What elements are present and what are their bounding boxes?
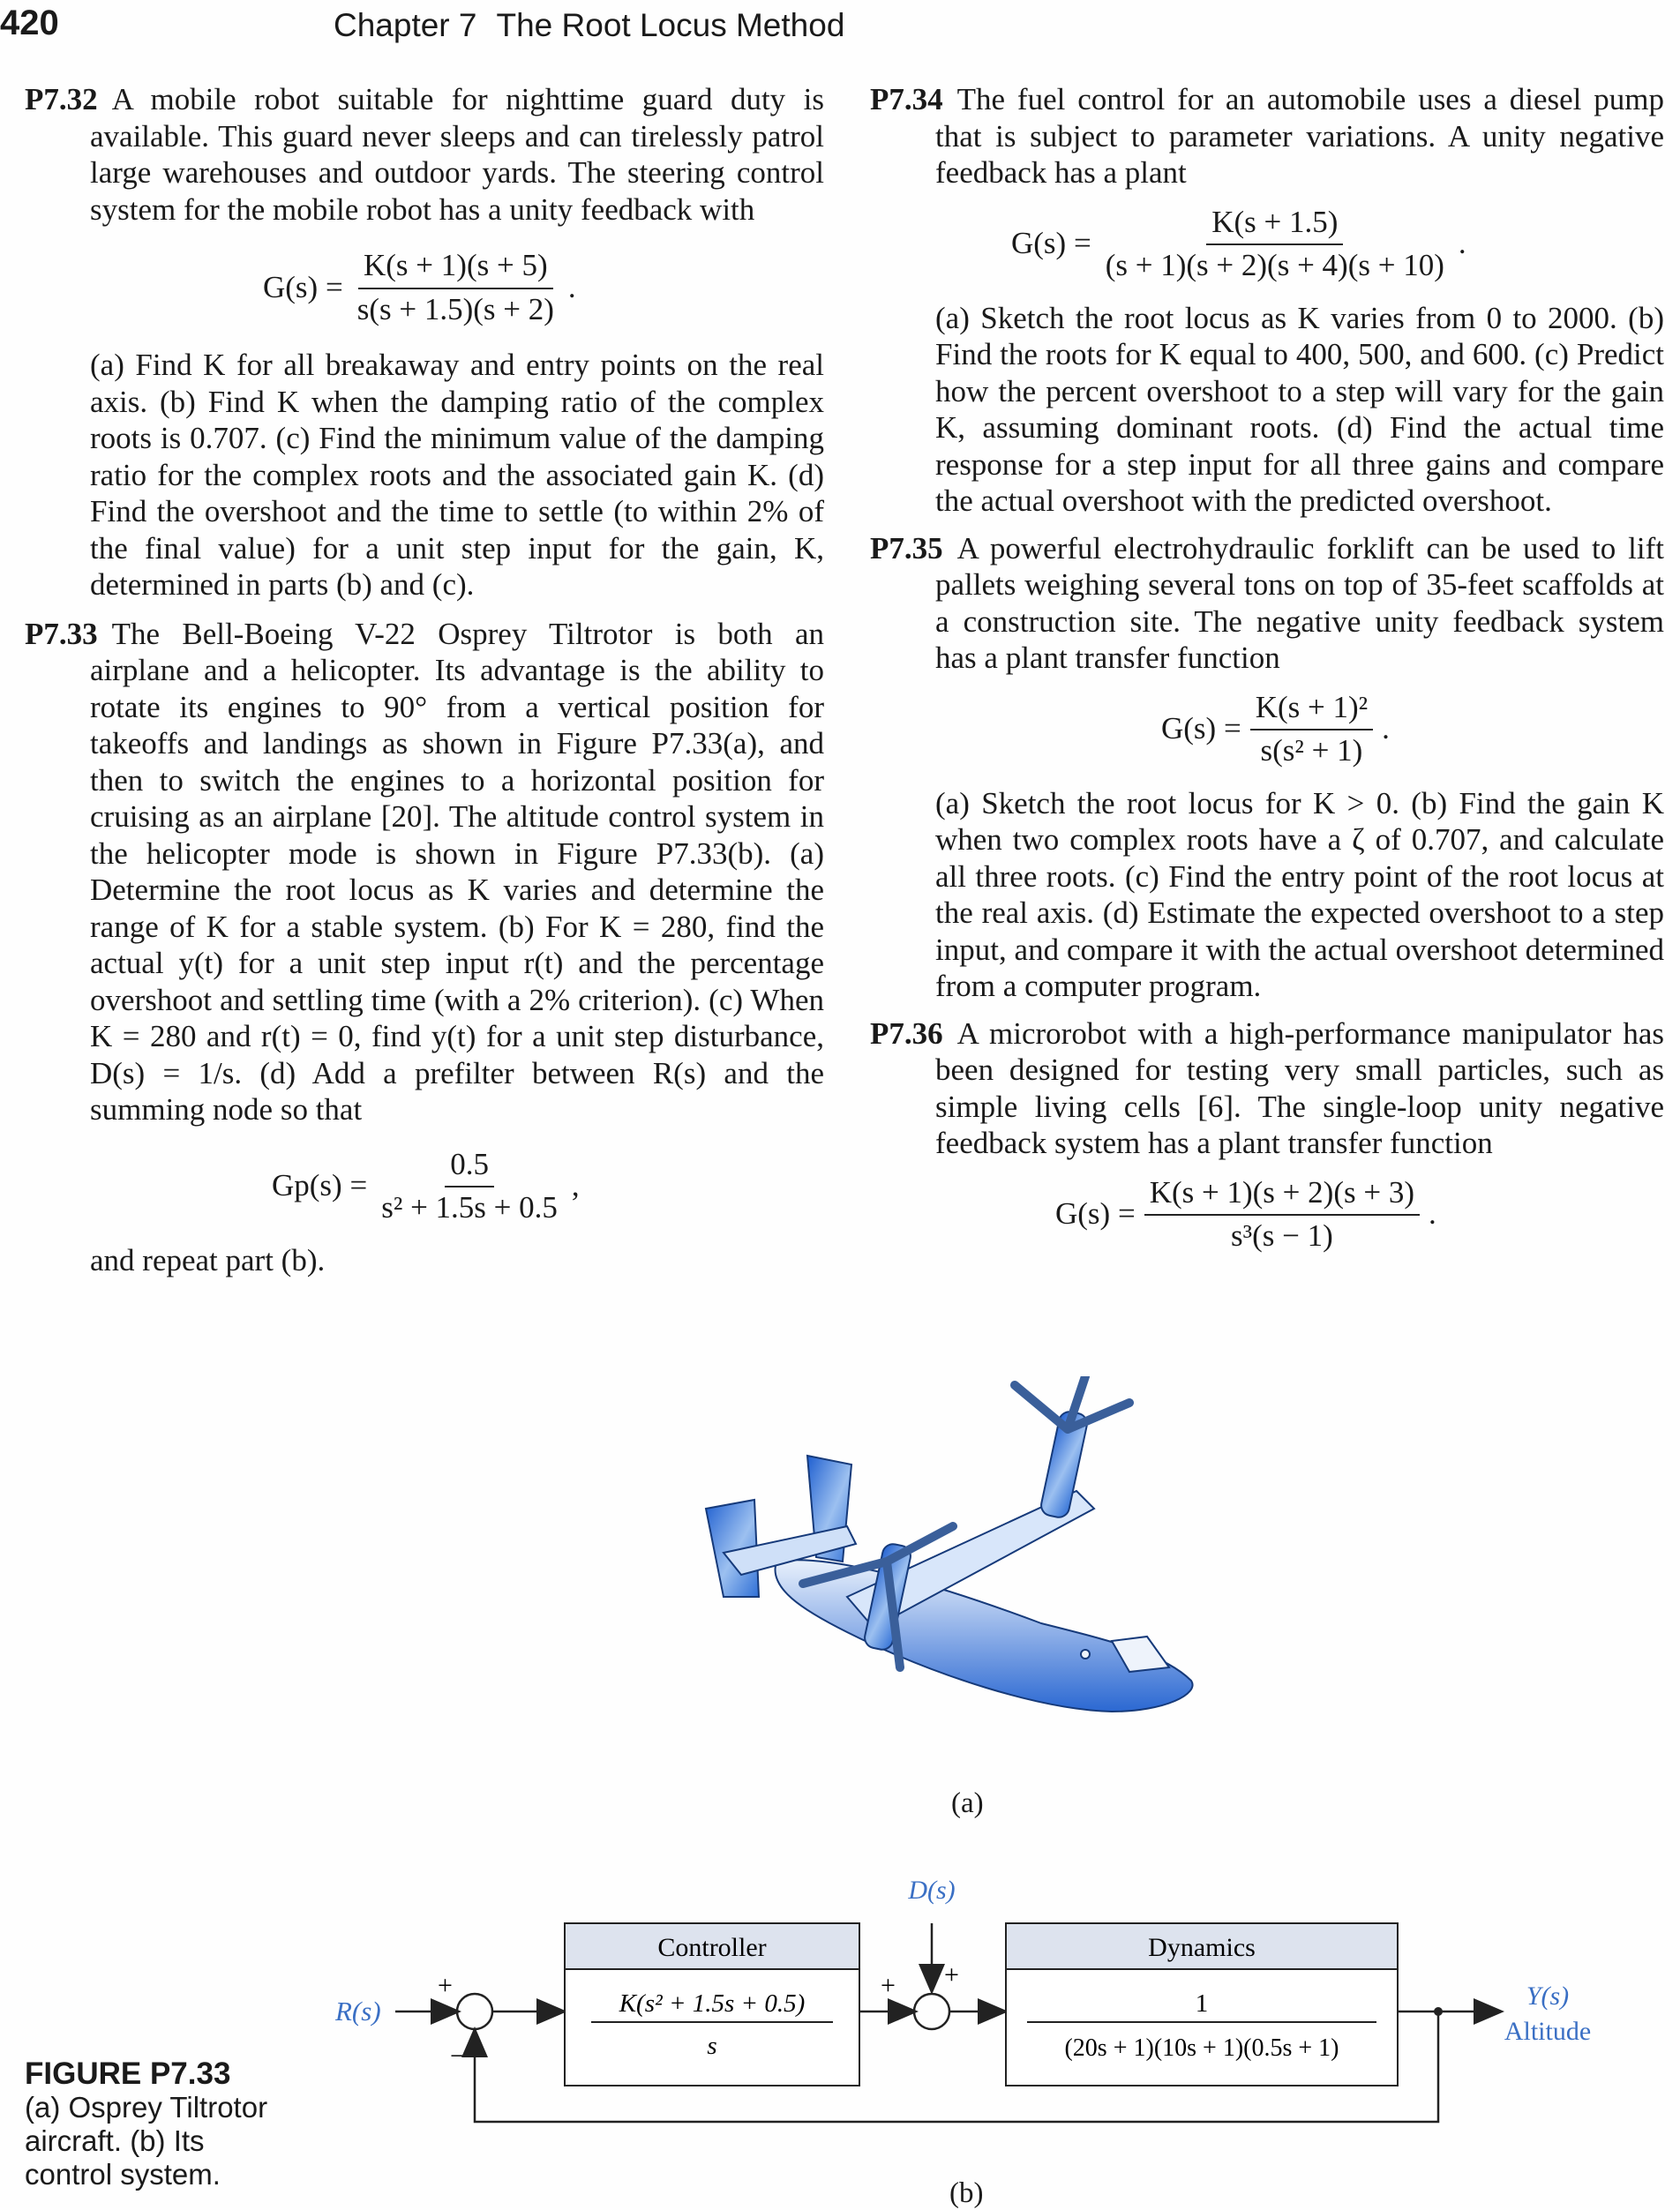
problem-label: P7.36 bbox=[870, 1015, 943, 1051]
eq-denominator: s² + 1.5s + 0.5 bbox=[381, 1190, 558, 1225]
problem-intro: A mobile robot suitable for nighttime guard duty is available. This guard never sleeps and can tirelessly patrol large warehouses and outdoor yards. The steering control system for the mobile robot has a unity feedback with bbox=[90, 82, 824, 227]
sum1-plus-sign: + bbox=[438, 1971, 453, 2000]
problem-intro: A microrobot with a high-performance manipulator has been designed for testing very small particles, such as simple living cells [6]. The single-loop unity negative feedback system has a plant transfer function bbox=[935, 1015, 1664, 1160]
problem-label: P7.32 bbox=[25, 82, 98, 116]
problem-intro: The fuel control for an automobile uses a diesel pump that is subject to parameter variations. A unity negative feedback has a plant bbox=[935, 82, 1664, 190]
control-block-diagram bbox=[300, 1870, 1606, 2153]
eq-numerator: 0.5 bbox=[445, 1146, 494, 1188]
equation-p7-35 bbox=[1161, 689, 1664, 769]
equation-p7-33 bbox=[272, 1146, 824, 1226]
problem-label: P7.35 bbox=[870, 530, 943, 566]
rotor-blades-right bbox=[1015, 1376, 1129, 1429]
fuselage-shape bbox=[775, 1560, 1192, 1712]
controller-denominator: s bbox=[707, 2032, 717, 2060]
dynamics-numerator: 1 bbox=[1195, 1989, 1209, 2018]
eq-lhs: G(s) = bbox=[1161, 711, 1241, 746]
dynamics-title: Dynamics bbox=[1148, 1933, 1256, 1962]
equation-p7-34 bbox=[1011, 204, 1664, 284]
output-label: Y(s) bbox=[1526, 1982, 1570, 2011]
figure-caption bbox=[25, 2057, 281, 2191]
eq-lhs: Gp(s) = bbox=[272, 1168, 368, 1203]
chapter-title: The Root Locus Method bbox=[496, 7, 845, 43]
equation-p7-36 bbox=[1055, 1174, 1664, 1255]
chapter-label: Chapter 7 bbox=[334, 7, 477, 43]
controller-title: Controller bbox=[657, 1933, 767, 1962]
eq-lhs: G(s) = bbox=[263, 269, 343, 304]
figure-label-b: (b) bbox=[949, 2177, 984, 2209]
controller-numerator: K(s² + 1.5s + 0.5) bbox=[619, 1989, 806, 2018]
figure-label-a: (a) bbox=[951, 1787, 984, 1819]
running-header bbox=[334, 7, 844, 44]
problem-label: P7.33 bbox=[25, 616, 98, 651]
left-column bbox=[25, 81, 824, 1278]
figure-caption-text: (a) Osprey Tiltrotor aircraft. (b) Its control system. bbox=[25, 2091, 268, 2191]
eq-denominator: (s + 1)(s + 2)(s + 4)(s + 10) bbox=[1105, 248, 1444, 282]
eq-end: , bbox=[571, 1168, 580, 1203]
problem-p7-32-parts: (a) Find K for all breakaway and entry points on the real axis. (b) Find K when the damping ratio of the complex roots is 0.707. (c) Find the minimum value of the damping ratio for the complex roots and the associated gain K. (d) Find the overshoot and the time to settle (to within 2% of the final value) for a unit step input for the gain, K, determined in parts (b) and (c). bbox=[90, 348, 824, 602]
sum1-minus-sign: − bbox=[450, 2041, 465, 2071]
right-column bbox=[870, 81, 1664, 1255]
problem-p7-35-parts: (a) Sketch the root locus for K > 0. (b) Find the gain K when two complex roots have a ζ of 0.707, and calculate all three roots. (c) Find the entry point of the root locus at the real axis. (d) Estimate the expected overshoot to a step input, and compare it with the actual overshoot determined from a computer program. bbox=[935, 785, 1664, 1003]
eq-denominator: s(s² + 1) bbox=[1260, 733, 1363, 768]
problem-label: P7.34 bbox=[870, 82, 943, 116]
eq-end: . bbox=[1382, 711, 1390, 746]
eq-end: . bbox=[567, 269, 576, 304]
sum2-plus-sign-top: + bbox=[944, 1960, 959, 1989]
osprey-aircraft-illustration bbox=[671, 1376, 1218, 1747]
problem-p7-34 bbox=[870, 81, 1664, 191]
eq-numerator: K(s + 1.5) bbox=[1206, 204, 1343, 246]
dynamics-denominator: (20s + 1)(10s + 1)(0.5s + 1) bbox=[1064, 2034, 1339, 2062]
problem-p7-36 bbox=[870, 1015, 1664, 1162]
sum2-plus-sign-left: + bbox=[881, 1971, 896, 2000]
eq-numerator: K(s + 1)² bbox=[1250, 689, 1373, 731]
equation-p7-32 bbox=[263, 247, 824, 327]
problem-intro: A powerful electrohydraulic forklift can be used to lift pallets weighing several tons on top of 35-feet scaffolds at a construction site. The negative unity feedback system has a plant transfer function bbox=[935, 530, 1664, 675]
figure-caption-title: FIGURE P7.33 bbox=[25, 2056, 231, 2091]
problem-p7-33 bbox=[25, 616, 824, 1128]
eq-denominator: s(s + 1.5)(s + 2) bbox=[356, 291, 554, 326]
problem-p7-33-tail: and repeat part (b). bbox=[90, 1242, 326, 1277]
problem-p7-34-parts: (a) Sketch the root locus as K varies from 0 to 2000. (b) Find the roots for K equal to 400, 500, and 600. (c) Predict how the percent overshoot to a step will vary for the gain K, assuming dominant roots. (d) Find the actual time response for a step input for all three gains and compare the actual overshoot with the predicted overshoot. bbox=[935, 300, 1664, 518]
eq-end: . bbox=[1458, 226, 1466, 261]
eq-numerator: K(s + 1)(s + 5) bbox=[358, 247, 553, 289]
disturbance-label: D(s) bbox=[908, 1876, 956, 1905]
summing-junction-2 bbox=[914, 1994, 949, 2029]
porthole bbox=[1081, 1650, 1090, 1659]
input-label: R(s) bbox=[335, 1996, 381, 2026]
eq-denominator: s³(s − 1) bbox=[1230, 1218, 1333, 1253]
page-number: 420 bbox=[0, 4, 59, 42]
summing-junction-1 bbox=[457, 1994, 492, 2029]
eq-lhs: G(s) = bbox=[1055, 1196, 1136, 1232]
problem-p7-32 bbox=[25, 81, 824, 228]
eq-lhs: G(s) = bbox=[1011, 226, 1091, 261]
problem-text: The Bell-Boeing V-22 Osprey Tiltrotor is both an airplane and a helicopter. Its advantage is the ability to rotate its engines to 90° from a vertical position for takeoffs and landings as shown in Figure P7.33(a), and then to switch the engines to a horizontal position for cruising as an airplane [20]. The altitude control system in the helicopter mode is shown in Figure P7.33(b). (a) Determine the root locus as K varies and determine the range of K for a stable system. (b) For K = 280, find the actual y(t) for a unit step input r(t) and the percentage overshoot and settling time (with a 2% criterion). (c) When K = 280 and r(t) = 0, find y(t) for a unit step disturbance, D(s) = 1/s. (d) Add a prefilter between R(s) and the summing node so that bbox=[90, 616, 824, 1127]
eq-end: . bbox=[1429, 1196, 1436, 1232]
output-altitude-label: Altitude bbox=[1504, 2017, 1592, 2046]
eq-numerator: K(s + 1)(s + 2)(s + 3) bbox=[1144, 1174, 1420, 1217]
problem-p7-35 bbox=[870, 530, 1664, 677]
